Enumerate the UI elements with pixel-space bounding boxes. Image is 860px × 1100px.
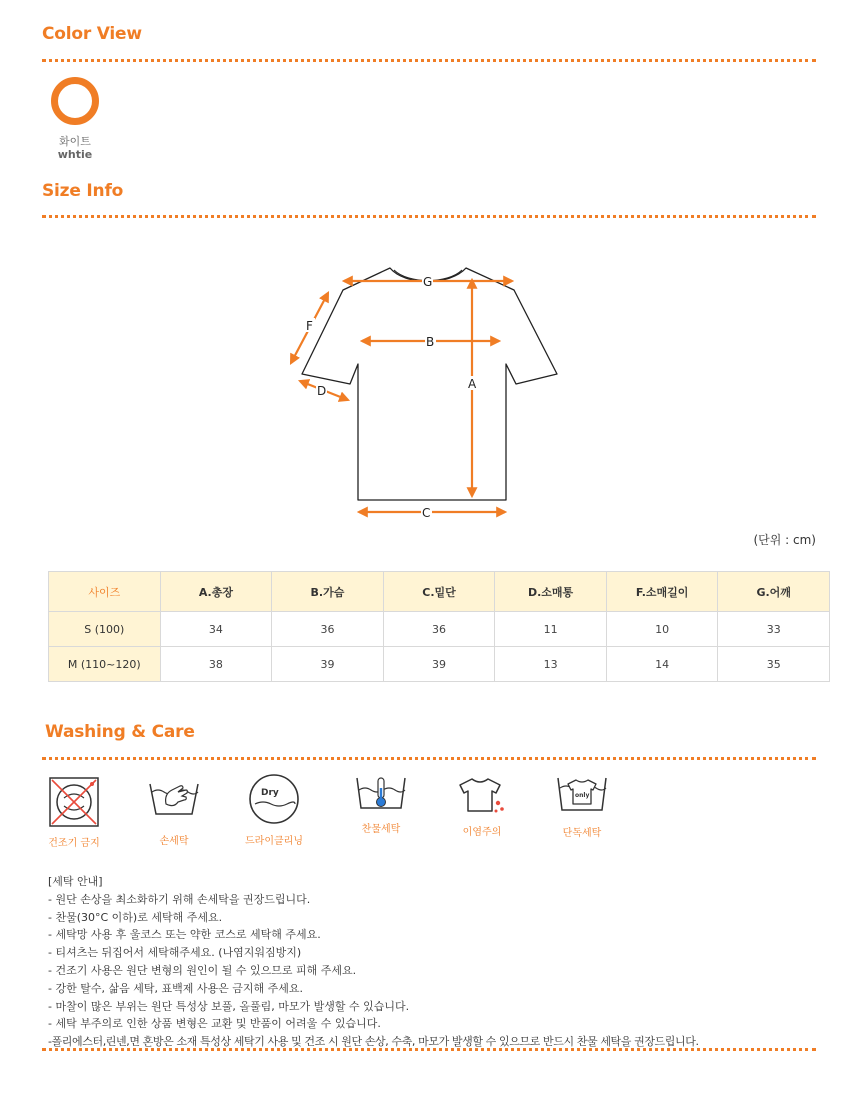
label-d: D [317,384,327,398]
label-g: G [423,275,433,289]
guide-heading: [세탁 안내] [48,875,103,888]
size-info-title: Size Info [42,181,124,201]
table-cell: 36 [383,612,495,647]
guide-line: - 티셔츠는 뒤집어서 세탁해주세요. (나염지워짐방지) [48,946,302,960]
guide-line: -폴리에스터,린넨,면 혼방은 소재 특성상 세탁기 사용 및 건조 시 원단 손상, 수축, 마모가 발생할 수 있으므로 반드시 찬물 세탁을 권장드립니다. [48,1035,699,1049]
tshirt-outline [302,268,557,500]
guide-line: - 원단 손상을 최소화하기 위해 손세탁을 권장드립니다. [48,892,311,906]
washing-guide [48,873,699,1051]
table-cell: 14 [606,647,718,682]
care-item-cold-water [341,774,421,835]
table-header: C.밑단 [383,572,495,612]
care-item-hand-wash [134,778,214,847]
table-cell: 39 [383,647,495,682]
label-c: C [422,506,431,520]
care-item-dye-transfer [442,775,522,838]
swatch-name-en: whtie [57,148,93,161]
table-row [49,647,830,682]
table-cell: 11 [495,612,607,647]
care-label: 찬물세탁 [361,824,401,835]
guide-line: - 세탁망 사용 후 울코스 또는 약한 코스로 세탁해 주세요. [48,928,321,942]
table-header: 사이즈 [49,572,161,612]
label-a: A [468,377,477,391]
care-label: 손세탁 [159,836,189,847]
washing-care-title: Washing & Care [45,722,195,742]
table-header: F.소매길이 [606,572,718,612]
table-header: A.총장 [160,572,272,612]
care-item-dry-clean [234,772,314,847]
care-label: 드라이클리닝 [245,836,303,847]
swatch-name-ko: 화이트 [59,135,91,148]
table-cell: 38 [160,647,272,682]
table-header: B.가슴 [272,572,384,612]
guide-line: - 찬물(30°C 이하)로 세탁해 주세요. [48,910,223,924]
table-cell: 35 [718,647,830,682]
table-cell: 39 [272,647,384,682]
table-cell-size: S (100) [49,612,161,647]
table-cell: 33 [718,612,830,647]
dry-clean-icon [247,772,301,826]
care-item-no-tumble-dry [34,776,114,849]
hand-wash-icon [146,778,202,826]
label-f: F [306,319,313,333]
divider [42,59,816,62]
color-swatch-white[interactable] [51,77,99,125]
divider [42,215,816,218]
divider [42,757,816,760]
care-item-wash-separately [542,774,622,839]
size-table [48,571,830,682]
only-text: only [575,792,590,799]
tshirt-size-diagram [280,260,580,530]
table-cell: 34 [160,612,272,647]
care-label: 건조기 금지 [48,838,100,849]
guide-line: - 세탁 부주의로 인한 상품 변형은 교환 및 반품이 어려울 수 있습니다. [48,1017,381,1031]
label-b: B [426,335,435,349]
care-label: 단독세탁 [562,828,602,839]
care-label: 이염주의 [462,827,502,838]
table-header-row [49,572,830,612]
divider [42,1048,816,1051]
dry-text: Dry [261,788,279,798]
color-view-title: Color View [42,24,142,44]
no-tumble-dry-icon [48,776,100,828]
table-cell: 36 [272,612,384,647]
guide-line: - 건조기 사용은 원단 변형의 원인이 될 수 있으므로 피해 주세요. [48,963,357,977]
guide-line: - 강한 탈수, 삶음 세탁, 표백제 사용은 금지해 주세요. [48,981,303,995]
unit-label: (단위 : cm) [753,533,816,547]
table-cell: 13 [495,647,607,682]
table-cell: 10 [606,612,718,647]
table-cell-size: M (110~120) [49,647,161,682]
table-header: G.어깨 [718,572,830,612]
guide-line: - 마찰이 많은 부위는 원단 특성상 보풀, 올풀림, 마모가 발생할 수 있습니다. [48,999,410,1013]
cold-water-icon [353,774,409,814]
table-row [49,612,830,647]
table-header: D.소매통 [495,572,607,612]
wash-separately-icon [554,774,610,818]
dye-transfer-icon [454,775,510,817]
